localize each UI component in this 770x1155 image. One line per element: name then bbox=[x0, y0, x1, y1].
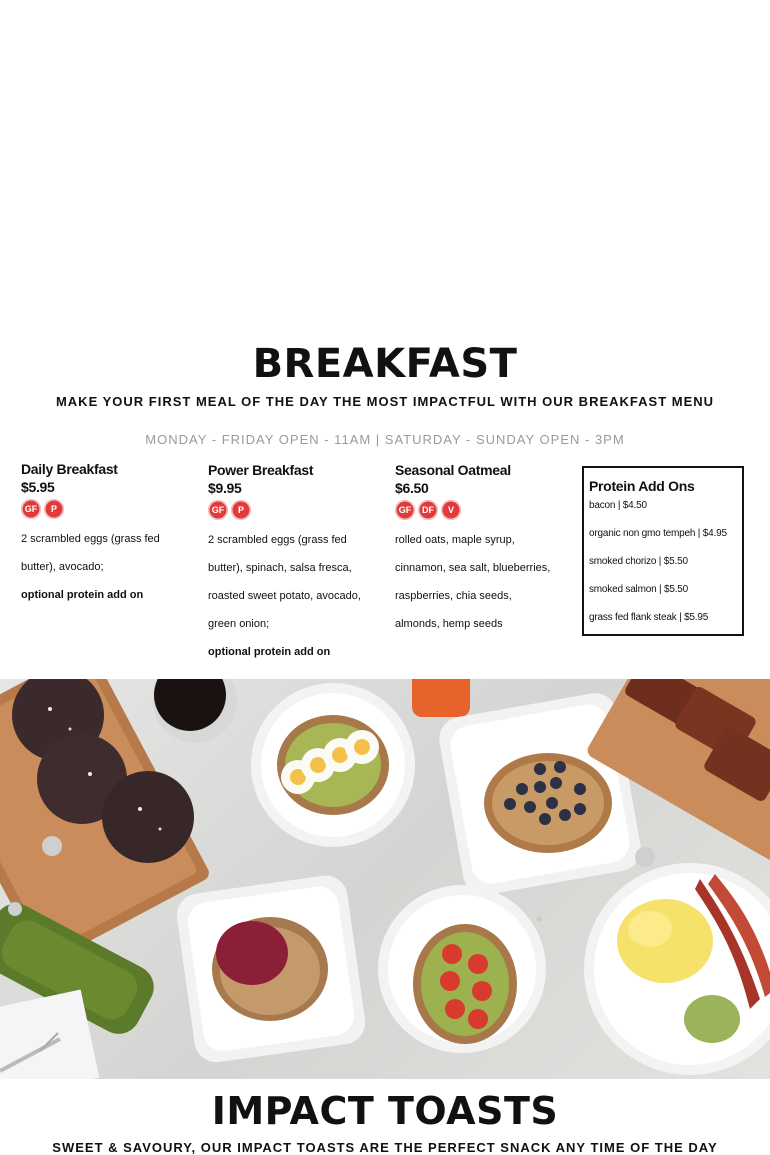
impact-toasts-subtitle: SWEET & SAVOURY, OUR IMPACT TOASTS ARE THE PERFECT SNACK ANY TIME OF THE DAY bbox=[52, 1140, 718, 1155]
addon-item: organic non gmo tempeh | $4.95 bbox=[589, 528, 727, 539]
menu-item-name: Daily Breakfast bbox=[21, 461, 118, 477]
egg-avocado-toast-plate bbox=[251, 683, 415, 847]
menu-item-seasonal-oatmeal bbox=[395, 461, 565, 638]
protein-add-ons-list bbox=[589, 492, 742, 632]
scrambled-eggs-bacon-plate bbox=[584, 863, 770, 1075]
top-blank-area bbox=[0, 0, 770, 340]
dietary-badges bbox=[21, 499, 191, 519]
protein-add-ons-box bbox=[582, 466, 744, 636]
addon-item: bacon | $4.50 bbox=[589, 500, 647, 511]
optional-protein-note: optional protein add on bbox=[21, 589, 144, 601]
dietary-badges bbox=[208, 500, 378, 520]
dairy-free-badge: DF bbox=[418, 500, 438, 520]
opening-hours: MONDAY - FRIDAY OPEN - 11AM | SATURDAY - SUNDAY OPEN - 3PM bbox=[145, 432, 625, 447]
paleo-badge: P bbox=[44, 499, 64, 519]
menu-item-daily-breakfast bbox=[21, 460, 191, 609]
optional-protein-note: optional protein add on bbox=[208, 646, 331, 658]
food-photo-illustration bbox=[0, 679, 770, 1079]
breakfast-title: BREAKFAST bbox=[252, 341, 518, 387]
addon-item: smoked salmon | $5.50 bbox=[589, 584, 689, 595]
menu-item-name: Power Breakfast bbox=[208, 462, 314, 478]
menu-item-price: $6.50 bbox=[395, 480, 429, 496]
orange-juice-bottle bbox=[412, 679, 470, 717]
menu-item-name: Seasonal Oatmeal bbox=[395, 462, 511, 478]
jam-nut-butter-toast-plate bbox=[174, 873, 368, 1065]
gluten-free-badge: GF bbox=[395, 500, 415, 520]
paleo-badge: P bbox=[231, 500, 251, 520]
gluten-free-badge: GF bbox=[208, 500, 228, 520]
dietary-badges bbox=[395, 500, 565, 520]
tomato-avocado-toast-plate bbox=[378, 885, 546, 1053]
coffee-cup bbox=[153, 679, 237, 743]
menu-item-description: rolled oats, maple syrup, cinnamon, sea salt, blueberries, raspberries, chia seeds, almonds, hemp seeds bbox=[395, 534, 551, 630]
breakfast-subtitle: MAKE YOUR FIRST MEAL OF THE DAY THE MOST IMPACTFUL WITH OUR BREAKFAST MENU bbox=[55, 394, 715, 409]
vegan-badge: V bbox=[441, 500, 461, 520]
menu-item-description: 2 scrambled eggs (grass fed butter), spinach, salsa fresca, roasted sweet potato, avocado, green onion; bbox=[208, 534, 361, 630]
gluten-free-badge: GF bbox=[21, 499, 41, 519]
breakfast-food-photo bbox=[0, 679, 770, 1079]
menu-item-power-breakfast bbox=[208, 461, 378, 666]
protein-add-ons-title: Protein Add Ons bbox=[589, 478, 695, 494]
menu-item-price: $9.95 bbox=[208, 480, 242, 496]
impact-toasts-title: IMPACT TOASTS bbox=[211, 1089, 559, 1133]
addon-item: smoked chorizo | $5.50 bbox=[589, 556, 688, 567]
menu-item-price: $5.95 bbox=[21, 479, 55, 495]
menu-item-description: 2 scrambled eggs (grass fed butter), avocado; bbox=[21, 533, 160, 573]
addon-item: grass fed flank steak | $5.95 bbox=[589, 612, 709, 623]
